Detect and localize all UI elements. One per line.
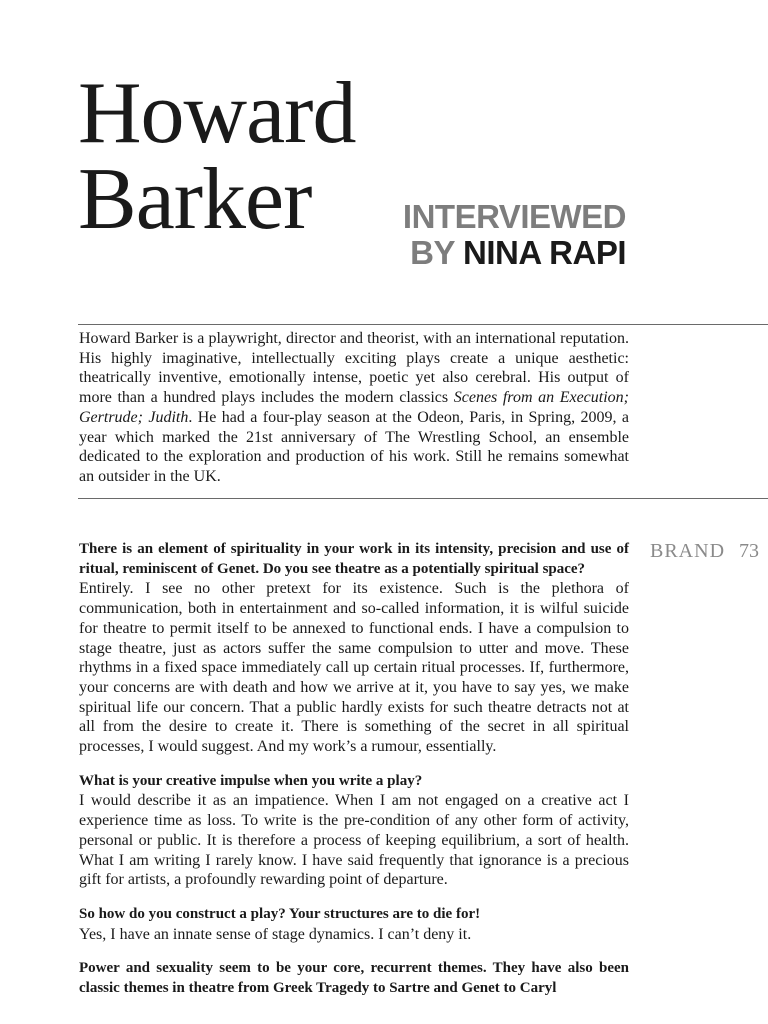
interview-answer: I would describe it as an impatience. When I am not engaged on a creative act I experience time as loss. To write is the pre-condition of any other form of activity, personal or public. It is therefore a process of keeping equilibrium, a sort of health. What I am writing I rarely know. I have said frequently that ignorance is a precious gift for artists, a profoundly rewarding point of departure. — [79, 792, 629, 889]
intro-text-before: Howard Barker is a playwright, director and theorist, with an international reputation. His highly imaginative, intellectually exciting plays create a unique aesthetic: theatrically inventive, emotionally intense, poetic yet also cerebral. His output of more than a hundred plays includes the modern classics — [79, 330, 629, 407]
qa-block — [79, 959, 629, 998]
intro-bottom-rule — [78, 498, 768, 499]
subtitle-interviewed: INTERVIEWED — [402, 198, 626, 235]
qa-block — [79, 540, 629, 757]
article-title-line-1: Howard — [78, 65, 356, 162]
interview-answer: Entirely. I see no other pretext for its existence. Such is the plethora of communication, both in entertainment and so-called information, it is wilful suicide for theatre to permit itself to be annexed to functional ends. I have a compulsion to stage theatre, just as actors suffer the same compulsion to utter and move. These rhythms in a fixed space immediately call up certain ritual processes. If, furthermore, your concerns are with death and how we arrive at it, you have to say yes, we make spiritual life our concern. That a public hardly exists for such theatre detracts not at all from the desire to create it. There is something of the secret in all spiritual processes, I would suggest. And my work’s a rumour, essentially. — [79, 580, 629, 756]
page-number: 73 — [739, 540, 760, 562]
intro-play-titles: Scenes from an Execution; Gertrude; Judith — [79, 389, 629, 426]
interviewer-name: NINA RAPI — [463, 234, 626, 271]
subtitle-byline — [410, 236, 626, 269]
article-title-line-2: Barker — [78, 151, 312, 248]
interview-question: Power and sexuality seem to be your core, recurrent themes. They have also been classic themes in theatre from Greek Tragedy to Sartre and Genet to Caryl — [79, 960, 629, 997]
interview-body — [79, 540, 629, 1014]
qa-block — [79, 772, 629, 890]
intro-text-after: . He had a four-play season at the Odeon, Paris, in Spring, 2009, a year which marked the 21st anniversary of The Wrestling School, an ensemble dedicated to the exploration and production of his work. Still he remains somewhat an outsider in the UK. — [79, 408, 629, 485]
interview-answer: Yes, I have an innate sense of stage dynamics. I can’t deny it. — [79, 925, 472, 943]
intro-top-rule — [78, 324, 768, 325]
intro-paragraph — [79, 329, 629, 487]
page-folio — [650, 540, 759, 563]
interview-question: What is your creative impulse when you write a play? — [79, 772, 423, 789]
qa-block — [79, 905, 629, 944]
byline-by: BY — [410, 234, 455, 271]
interview-question: There is an element of spirituality in your work in its intensity, precision and use of ritual, reminiscent of Genet. Do you see theatre as a potentially spiritual space? — [79, 541, 629, 577]
magazine-name: BRAND — [650, 540, 726, 562]
interview-question: So how do you construct a play? Your structures are to die for! — [79, 905, 481, 922]
